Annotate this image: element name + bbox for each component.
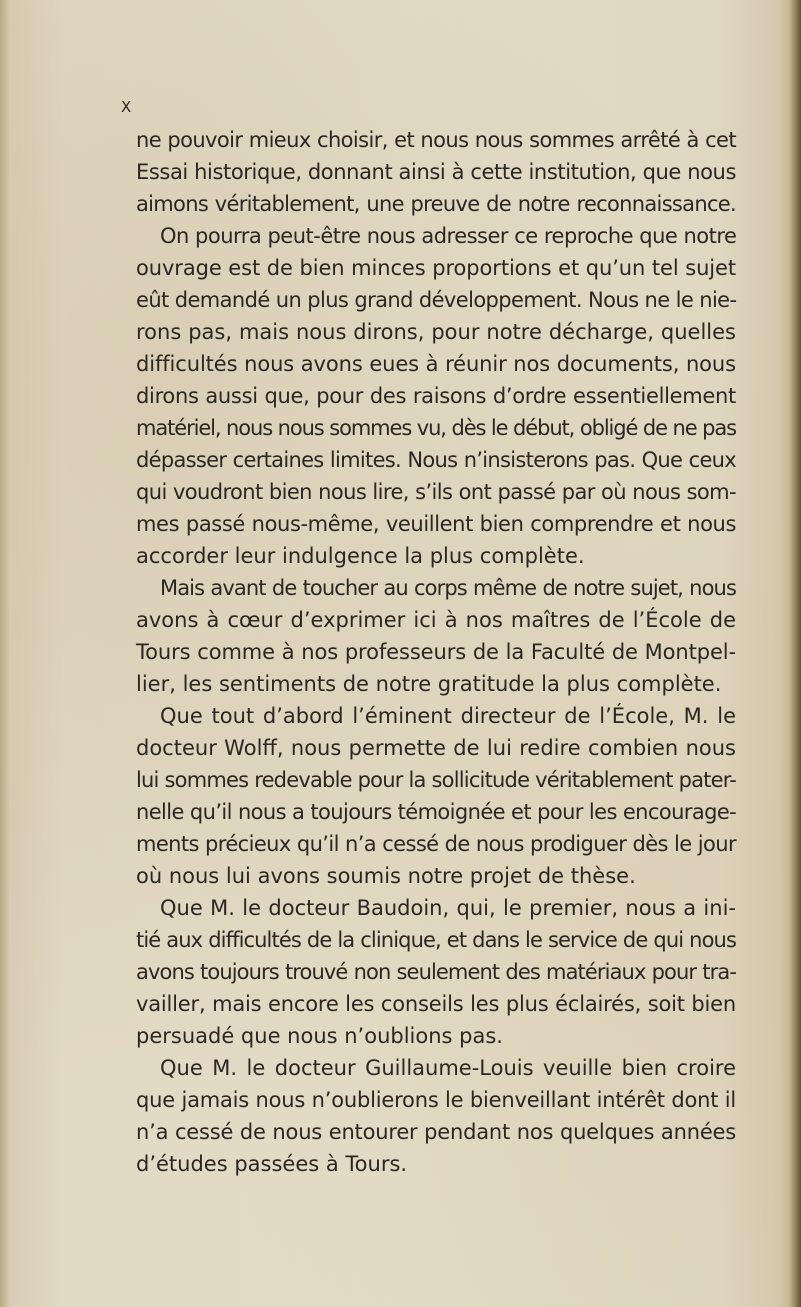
text-line: avons toujours trouvé non seulement des matériaux pour tra- xyxy=(136,960,736,984)
text-line: Essai historique, donnant ainsi à cette institution, que nous xyxy=(136,160,737,184)
text-line: n’a cessé de nous entourer pendant nos quelques années xyxy=(136,1120,736,1144)
text-line: On pourra peut-être nous adresser ce reproche que notre xyxy=(160,224,737,248)
text-line: mes passé nous-même, veuillent bien comprendre et nous xyxy=(136,512,736,536)
text-line: Tours comme à nos professeurs de la Faculté de Montpel- xyxy=(136,640,736,664)
text-line: ne pouvoir mieux choisir, et nous nous sommes arrêté à cet xyxy=(136,128,736,152)
text-line: lui sommes redevable pour la sollicitude véritablement pater- xyxy=(136,768,736,792)
text-line: qui voudront bien nous lire, s’ils ont passé par où nous som- xyxy=(136,480,736,504)
text-line: rons pas, mais nous dirons, pour notre décharge, quelles xyxy=(136,320,736,344)
text-line: ments précieux qu’il n’a cessé de nous prodiguer dès le jour xyxy=(136,832,736,856)
text-line: nelle qu’il nous a toujours témoignée et pour les encourage- xyxy=(136,800,737,824)
text-line: difficultés nous avons eues à réunir nos documents, nous xyxy=(136,352,736,376)
text-line: avons à cœur d’exprimer ici à nos maîtres de l’École de xyxy=(136,608,736,632)
text-line: ouvrage est de bien minces proportions et qu’un tel sujet xyxy=(136,256,736,280)
text-line: où nous lui avons soumis notre projet de thèse. xyxy=(136,864,636,888)
text-line: que jamais nous n’oublierons le bienveillant intérêt dont il xyxy=(136,1088,736,1112)
text-line: Que M. le docteur Baudoin, qui, le premier, nous a ini- xyxy=(160,896,736,920)
text-line: docteur Wolff, nous permette de lui redire combien nous xyxy=(136,736,736,760)
text-line: matériel, nous nous sommes vu, dès le début, obligé de ne pas xyxy=(136,416,736,440)
text-line: vailler, mais encore les conseils les plus éclairés, soit bien xyxy=(136,992,736,1016)
text-line: Que tout d’abord l’éminent directeur de l’École, M. le xyxy=(160,704,736,728)
text-line: lier, les sentiments de notre gratitude la plus complète. xyxy=(136,672,722,696)
text-line: dépasser certaines limites. Nous n’insisterons pas. Que ceux xyxy=(136,448,736,472)
text-line: Mais avant de toucher au corps même de notre sujet, nous xyxy=(160,576,736,600)
text-line: dirons aussi que, pour des raisons d’ordre essentiellement xyxy=(136,384,736,408)
text-line: eût demandé un plus grand développement. Nous ne le nie- xyxy=(136,288,737,312)
page-number: X xyxy=(121,98,133,116)
text-line: accorder leur indulgence la plus complète. xyxy=(136,544,585,568)
body-text xyxy=(136,124,736,1180)
page-left-edge xyxy=(0,0,10,1307)
text-line: Que M. le docteur Guillaume-Louis veuille bien croire xyxy=(160,1056,736,1080)
text-line: persuadé que nous n’oublions pas. xyxy=(136,1024,503,1048)
text-line: aimons véritablement, une preuve de notre reconnaissance. xyxy=(136,192,736,216)
text-line: d’études passées à Tours. xyxy=(136,1152,408,1176)
text-line: tié aux difficultés de la clinique, et dans le service de qui nous xyxy=(136,928,736,952)
page-right-edge xyxy=(779,0,801,1307)
